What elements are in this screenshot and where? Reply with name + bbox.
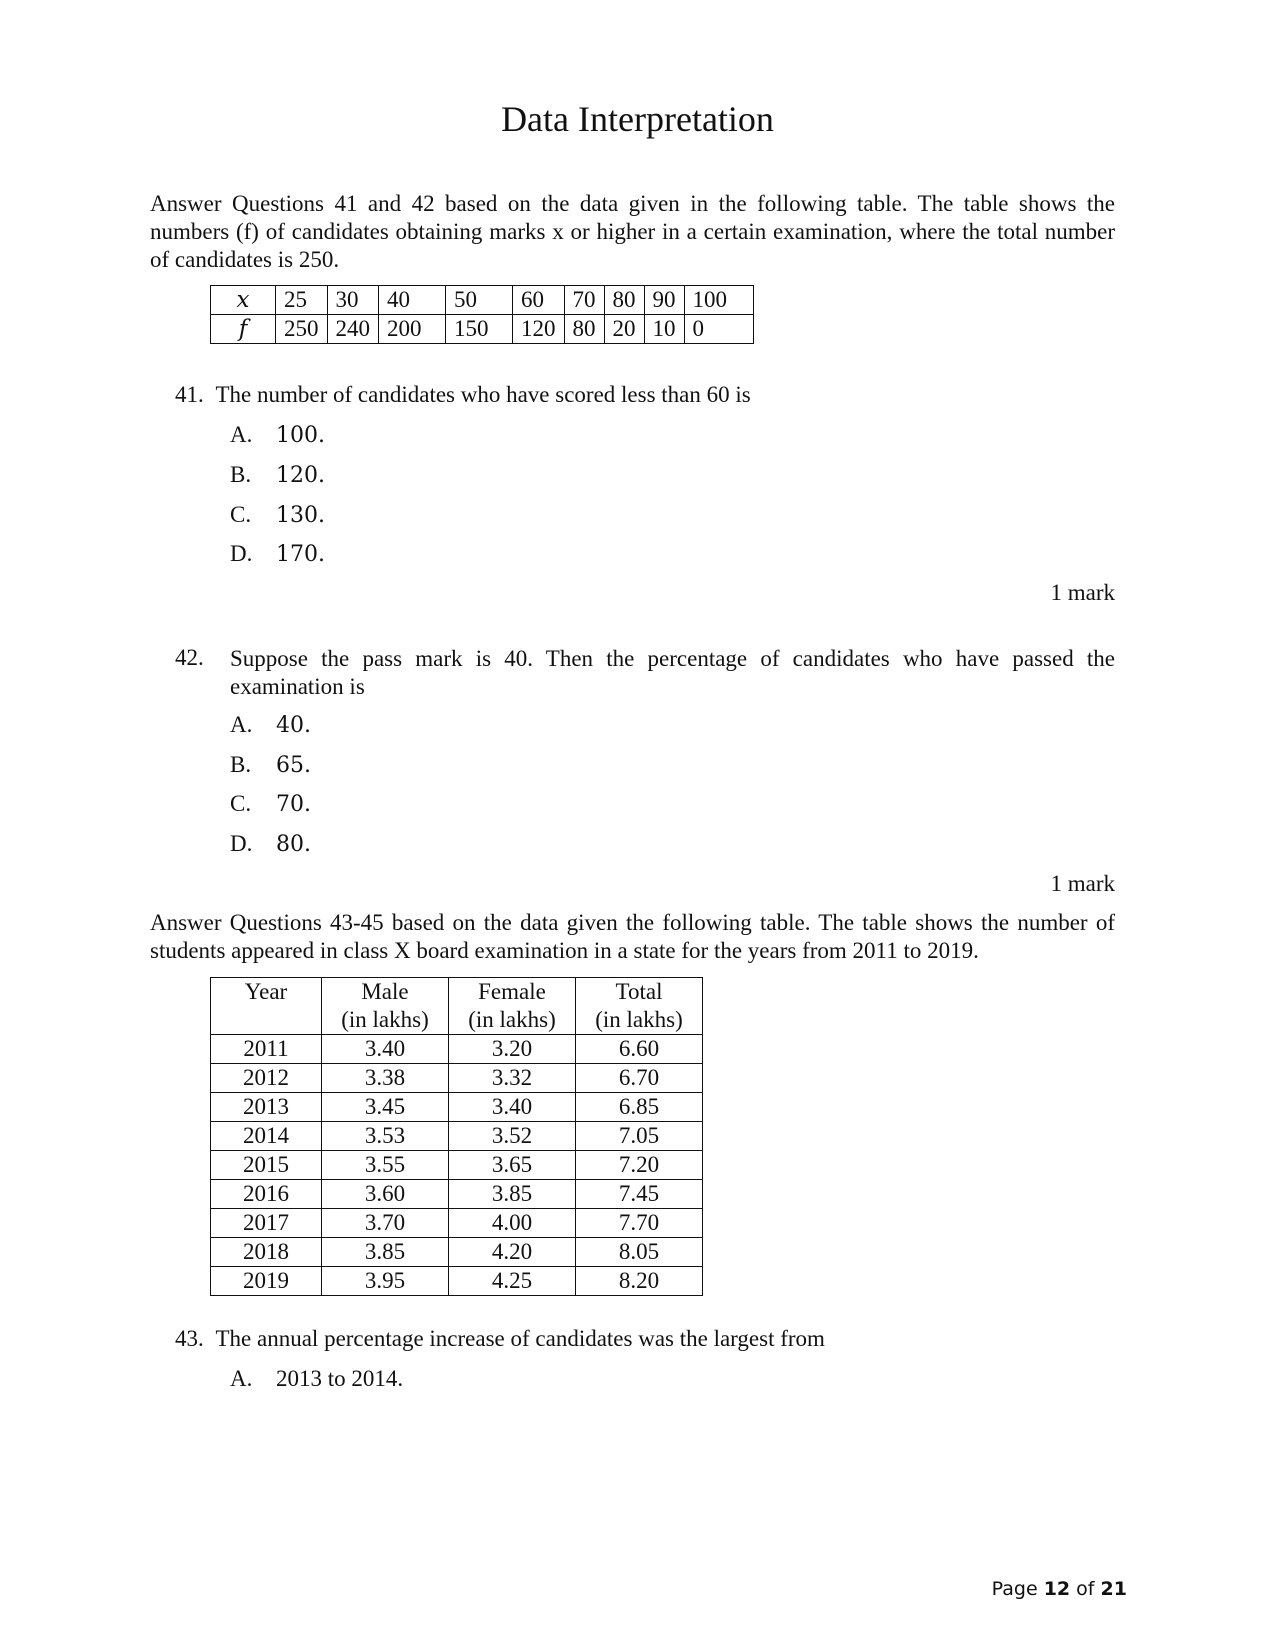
table-cell: 7.45 bbox=[576, 1180, 703, 1209]
table-cell: 2012 bbox=[211, 1064, 322, 1093]
option-42-d bbox=[230, 831, 311, 857]
f-cell: 20 bbox=[604, 315, 644, 344]
option-42-c bbox=[230, 791, 311, 817]
option-letter: A. bbox=[230, 422, 253, 447]
x-cell: 25 bbox=[276, 286, 328, 315]
x-cell: 100 bbox=[684, 286, 753, 315]
x-cell: 90 bbox=[644, 286, 684, 315]
option-41-a bbox=[230, 422, 325, 448]
question-41 bbox=[175, 382, 751, 408]
table-row-x bbox=[211, 286, 754, 315]
option-letter: B. bbox=[230, 462, 252, 487]
table-cell: 3.52 bbox=[449, 1122, 576, 1151]
table-row bbox=[211, 1122, 703, 1151]
option-value: 120. bbox=[276, 463, 325, 488]
table-cell: 3.32 bbox=[449, 1064, 576, 1093]
table-cell: 3.95 bbox=[322, 1267, 449, 1296]
question-number: 43. bbox=[175, 1326, 204, 1351]
option-41-c bbox=[230, 502, 325, 528]
table-header-row bbox=[211, 978, 703, 1035]
mark-label-41: 1 mark bbox=[1050, 580, 1115, 605]
header-female: Female (in lakhs) bbox=[449, 978, 576, 1035]
option-42-b bbox=[230, 752, 311, 778]
option-value: 130. bbox=[276, 503, 325, 528]
students-by-year-table bbox=[210, 977, 703, 1296]
table-cell: 3.70 bbox=[322, 1209, 449, 1238]
table-cell: 3.85 bbox=[449, 1180, 576, 1209]
table-cell: 4.25 bbox=[449, 1267, 576, 1296]
option-41-d bbox=[230, 541, 325, 567]
table-cell: 3.38 bbox=[322, 1064, 449, 1093]
f-cell: 120 bbox=[513, 315, 565, 344]
option-value: 70. bbox=[276, 792, 311, 817]
option-letter: C. bbox=[230, 791, 252, 816]
question-42-text: Suppose the pass mark is 40. Then the percentage of candidates who have passed the examination is bbox=[230, 646, 1115, 699]
f-cell: 250 bbox=[276, 315, 328, 344]
marks-frequency-table bbox=[210, 285, 754, 344]
f-cell: 10 bbox=[644, 315, 684, 344]
x-cell: 30 bbox=[327, 286, 379, 315]
question-43 bbox=[175, 1326, 825, 1352]
intro-paragraph-q41-42: Answer Questions 41 and 42 based on the data given in the following table. The table shows the numbers (f) of candidates obtaining marks x or higher in a certain examination, where the total number of candidates is 250. bbox=[150, 191, 1115, 272]
mark-label-42: 1 mark bbox=[1050, 871, 1115, 896]
table-cell: 7.70 bbox=[576, 1209, 703, 1238]
table-row-f bbox=[211, 315, 754, 344]
header-year: Year bbox=[211, 978, 322, 1035]
f-cell: 240 bbox=[327, 315, 379, 344]
table-cell: 2014 bbox=[211, 1122, 322, 1151]
option-43-a bbox=[230, 1366, 403, 1392]
table-row bbox=[211, 1238, 703, 1267]
f-label: f bbox=[211, 315, 276, 344]
page-total: 21 bbox=[1100, 1578, 1127, 1600]
option-letter: C. bbox=[230, 502, 252, 527]
table-row bbox=[211, 1035, 703, 1064]
table-cell: 3.85 bbox=[322, 1238, 449, 1267]
table-cell: 6.70 bbox=[576, 1064, 703, 1093]
f-cell: 150 bbox=[446, 315, 513, 344]
x-cell: 40 bbox=[379, 286, 446, 315]
table-cell: 6.85 bbox=[576, 1093, 703, 1122]
header-male: Male (in lakhs) bbox=[322, 978, 449, 1035]
question-text: The annual percentage increase of candidates was the largest from bbox=[215, 1326, 825, 1351]
table-cell: 8.05 bbox=[576, 1238, 703, 1267]
table-row bbox=[211, 1180, 703, 1209]
table-row bbox=[211, 1093, 703, 1122]
option-value: 65. bbox=[276, 753, 311, 778]
option-letter: A. bbox=[230, 712, 253, 737]
table-cell: 2016 bbox=[211, 1180, 322, 1209]
question-text: The number of candidates who have scored less than 60 is bbox=[215, 382, 751, 407]
table-cell: 2011 bbox=[211, 1035, 322, 1064]
table-cell: 7.20 bbox=[576, 1151, 703, 1180]
f-cell: 0 bbox=[684, 315, 753, 344]
x-cell: 80 bbox=[604, 286, 644, 315]
page-footer: Page 12 of 21 bbox=[991, 1578, 1127, 1600]
option-value: 2013 to 2014. bbox=[276, 1366, 404, 1391]
table-row bbox=[211, 1151, 703, 1180]
option-value: 170. bbox=[276, 542, 325, 567]
table-cell: 2013 bbox=[211, 1093, 322, 1122]
f-cell: 80 bbox=[564, 315, 604, 344]
table-row bbox=[211, 1267, 703, 1296]
table-cell: 4.20 bbox=[449, 1238, 576, 1267]
table-cell: 2019 bbox=[211, 1267, 322, 1296]
x-cell: 50 bbox=[446, 286, 513, 315]
question-number: 42. bbox=[175, 645, 204, 670]
page-number: 12 bbox=[1043, 1578, 1071, 1600]
header-total: Total (in lakhs) bbox=[576, 978, 703, 1035]
table-cell: 3.65 bbox=[449, 1151, 576, 1180]
x-cell: 70 bbox=[564, 286, 604, 315]
table-row bbox=[211, 1064, 703, 1093]
table-cell: 3.53 bbox=[322, 1122, 449, 1151]
option-41-b bbox=[230, 462, 325, 488]
table-row bbox=[211, 1209, 703, 1238]
option-letter: D. bbox=[230, 831, 253, 856]
table-cell: 8.20 bbox=[576, 1267, 703, 1296]
option-value: 80. bbox=[276, 832, 311, 857]
question-number: 41. bbox=[175, 382, 204, 407]
table-cell: 3.20 bbox=[449, 1035, 576, 1064]
intro-paragraph-q43-45: Answer Questions 43-45 based on the data given the following table. The table shows the number of students appeared in class X board examination in a state for the years from 2011 to 2019. bbox=[150, 910, 1115, 963]
page-title: Data Interpretation bbox=[501, 99, 774, 139]
table-cell: 2017 bbox=[211, 1209, 322, 1238]
option-value: 100. bbox=[276, 423, 325, 448]
table-cell: 3.45 bbox=[322, 1093, 449, 1122]
table-cell: 4.00 bbox=[449, 1209, 576, 1238]
table-cell: 2018 bbox=[211, 1238, 322, 1267]
table-cell: 3.60 bbox=[322, 1180, 449, 1209]
option-value: 40. bbox=[276, 713, 311, 738]
f-cell: 200 bbox=[379, 315, 446, 344]
option-42-a bbox=[230, 712, 311, 738]
x-label: x bbox=[211, 286, 276, 315]
table-cell: 7.05 bbox=[576, 1122, 703, 1151]
option-letter: B. bbox=[230, 752, 252, 777]
table-cell: 3.55 bbox=[322, 1151, 449, 1180]
table-cell: 3.40 bbox=[322, 1035, 449, 1064]
option-letter: D. bbox=[230, 541, 253, 566]
table-cell: 3.40 bbox=[449, 1093, 576, 1122]
table-cell: 6.60 bbox=[576, 1035, 703, 1064]
table-cell: 2015 bbox=[211, 1151, 322, 1180]
option-letter: A. bbox=[230, 1366, 253, 1391]
x-cell: 60 bbox=[513, 286, 565, 315]
